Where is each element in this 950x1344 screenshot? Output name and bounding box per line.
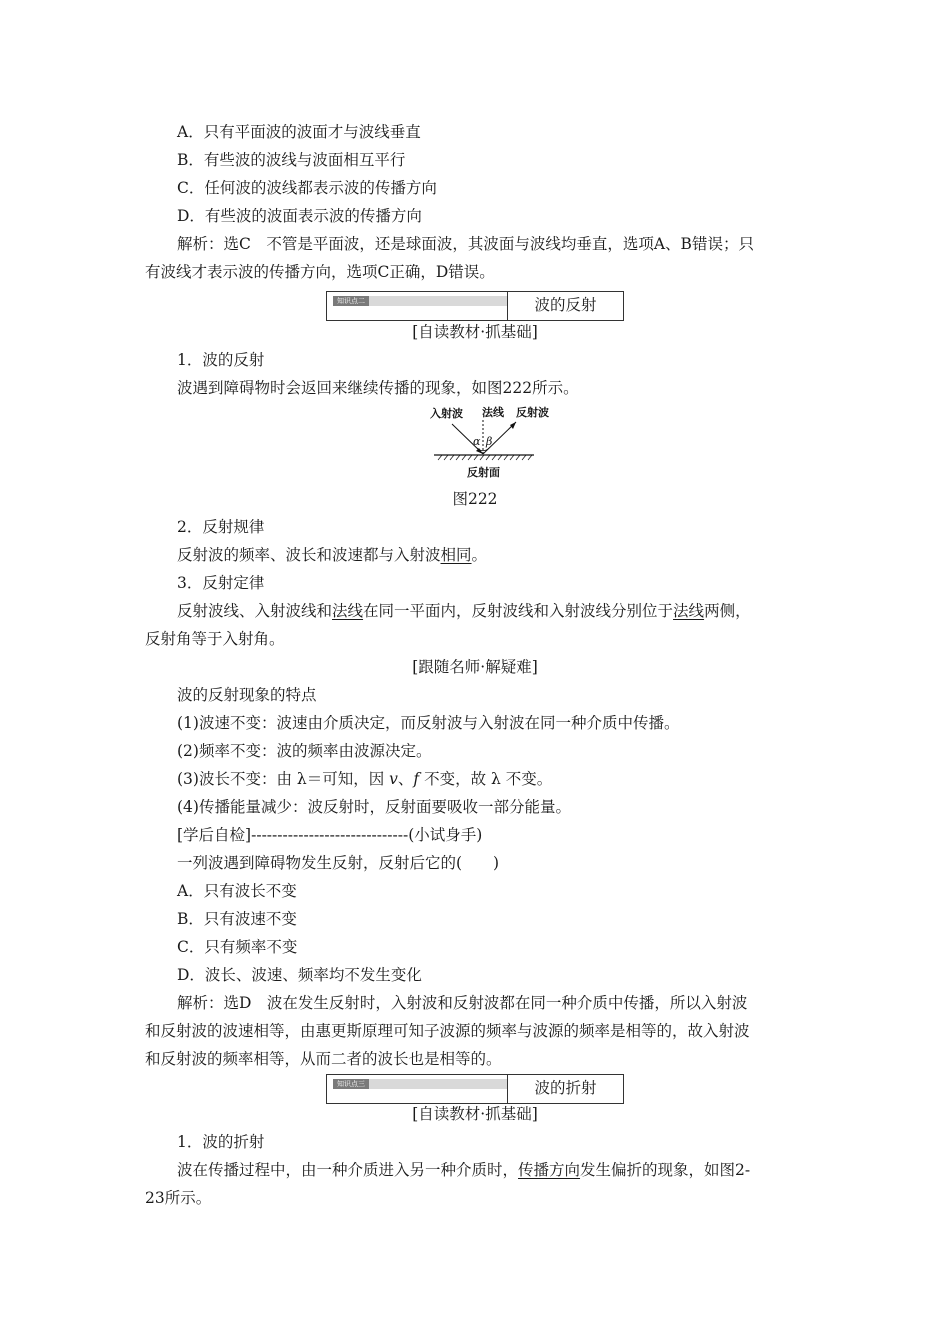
surface-hatching [438, 455, 532, 460]
selfcheck-heading: [学后自检]------------------------------(小试身手) [177, 826, 483, 844]
feature-4: (4)传播能量减少：波反射时，反射面要吸收一部分能量。 [177, 798, 571, 816]
feature3-f: f [413, 770, 420, 788]
section3-item1-line2: 23所示。 [145, 1189, 212, 1207]
q1-option-a: A．只有平面波的波面才与波线垂直 [177, 123, 421, 141]
q1-option-d: D．有些波的波面表示波的传播方向 [177, 207, 422, 225]
section3-item1-line1 [177, 1160, 750, 1180]
feature-1: (1)波速不变：波速由介质决定，而反射波与入射波在同一种介质中传播。 [177, 714, 680, 732]
section3-tag: 知识点三 [333, 1079, 369, 1089]
teacher-heading: [跟随名师·解疑难] [412, 658, 538, 676]
label-incident-wave: 入射波 [430, 407, 463, 420]
label-normal: 法线 [482, 406, 504, 419]
section2-title: 波的反射 [534, 296, 597, 314]
features-title: 波的反射现象的特点 [177, 686, 317, 704]
label-beta: β [486, 435, 493, 448]
label-reflecting-surface: 反射面 [467, 466, 500, 479]
q2-option-d: D．波长、波速、频率均不发生变化 [177, 966, 422, 984]
item3-line1-c: 两侧， [704, 602, 751, 620]
reflected-arrowhead [510, 422, 516, 429]
item2-text-post: 。 [471, 546, 488, 564]
label-alpha: α [473, 435, 481, 448]
feature3-a: (3)波长不变：由 λ＝可知，因 [177, 770, 390, 788]
s3-underlined-direction: 传播方向 [518, 1161, 581, 1179]
item2-text-underlined: 相同 [440, 546, 472, 564]
item3-line1-a: 反射波线、入射波线和 [177, 602, 333, 620]
q2-analysis-line3: 和反射波的频率相等，从而二者的波长也是相等的。 [145, 1050, 502, 1068]
section2-item1-title: 1．波的反射 [177, 351, 265, 369]
section3-item1-title: 1．波的折射 [177, 1133, 265, 1151]
q1-option-c: C．任何波的波线都表示波的传播方向 [177, 179, 437, 197]
q1-analysis-line2: 有波线才表示波的传播方向，选项C正确，D错误。 [145, 263, 495, 281]
feature3-v: v [389, 770, 398, 788]
label-reflected-wave: 反射波 [516, 406, 549, 419]
section2-item2-title: 2．反射规律 [177, 518, 265, 536]
feature3-b: 、 [397, 770, 414, 788]
feature3-c: 不变，故 λ 不变。 [419, 770, 553, 788]
section2-subheading: [自读教材·抓基础] [412, 323, 538, 341]
section3-header-box [326, 1074, 624, 1104]
q2-option-a: A．只有波长不变 [177, 882, 297, 900]
q2-question: 一列波遇到障碍物发生反射，反射后它的( ) [177, 854, 500, 872]
section2-item2-text [177, 545, 487, 565]
q1-analysis-line1: 解析：选C 不管是平面波，还是球面波，其波面与波线均垂直，选项A、B错误；只 [177, 235, 754, 253]
q2-analysis-line1: 解析：选D 波在发生反射时，入射波和反射波都在同一种介质中传播，所以入射波 [177, 994, 748, 1012]
section2-item3-line1 [177, 601, 751, 621]
feature-3 [177, 769, 552, 789]
item3-underlined-normal-2: 法线 [673, 602, 705, 620]
section2-item3-title: 3．反射定律 [177, 574, 265, 592]
s3-line1-a: 波在传播过程中，由一种介质进入另一种介质时， [177, 1161, 519, 1179]
reflection-diagram [430, 404, 549, 484]
item3-underlined-normal-1: 法线 [332, 602, 364, 620]
figure-caption-2-22: 图222 [452, 490, 498, 508]
section2-header-box [326, 291, 624, 321]
section3-subheading: [自读教材·抓基础] [412, 1105, 538, 1123]
section3-tag-bar [333, 1079, 507, 1089]
q2-option-c: C．只有频率不变 [177, 938, 298, 956]
section3-title: 波的折射 [534, 1079, 597, 1097]
item2-text-pre: 反射波的频率、波长和波速都与入射波 [177, 546, 441, 564]
section2-item1-text: 波遇到障碍物时会返回来继续传播的现象，如图222所示。 [177, 379, 579, 397]
section2-item3-line2: 反射角等于入射角。 [145, 630, 285, 648]
item3-line1-b: 在同一平面内，反射波线和入射波线分别位于 [363, 602, 674, 620]
s3-line1-b: 发生偏折的现象，如图2- [580, 1161, 751, 1179]
feature-2: (2)频率不变：波的频率由波源决定。 [177, 742, 432, 760]
q1-option-b: B．有些波的波线与波面相互平行 [177, 151, 406, 169]
q2-analysis-line2: 和反射波的波速相等，由惠更斯原理可知子波源的频率与波源的频率是相等的，故入射波 [145, 1022, 750, 1040]
q2-option-b: B．只有波速不变 [177, 910, 297, 928]
section2-tag: 知识点二 [333, 296, 369, 306]
section2-tag-bar [333, 296, 507, 306]
